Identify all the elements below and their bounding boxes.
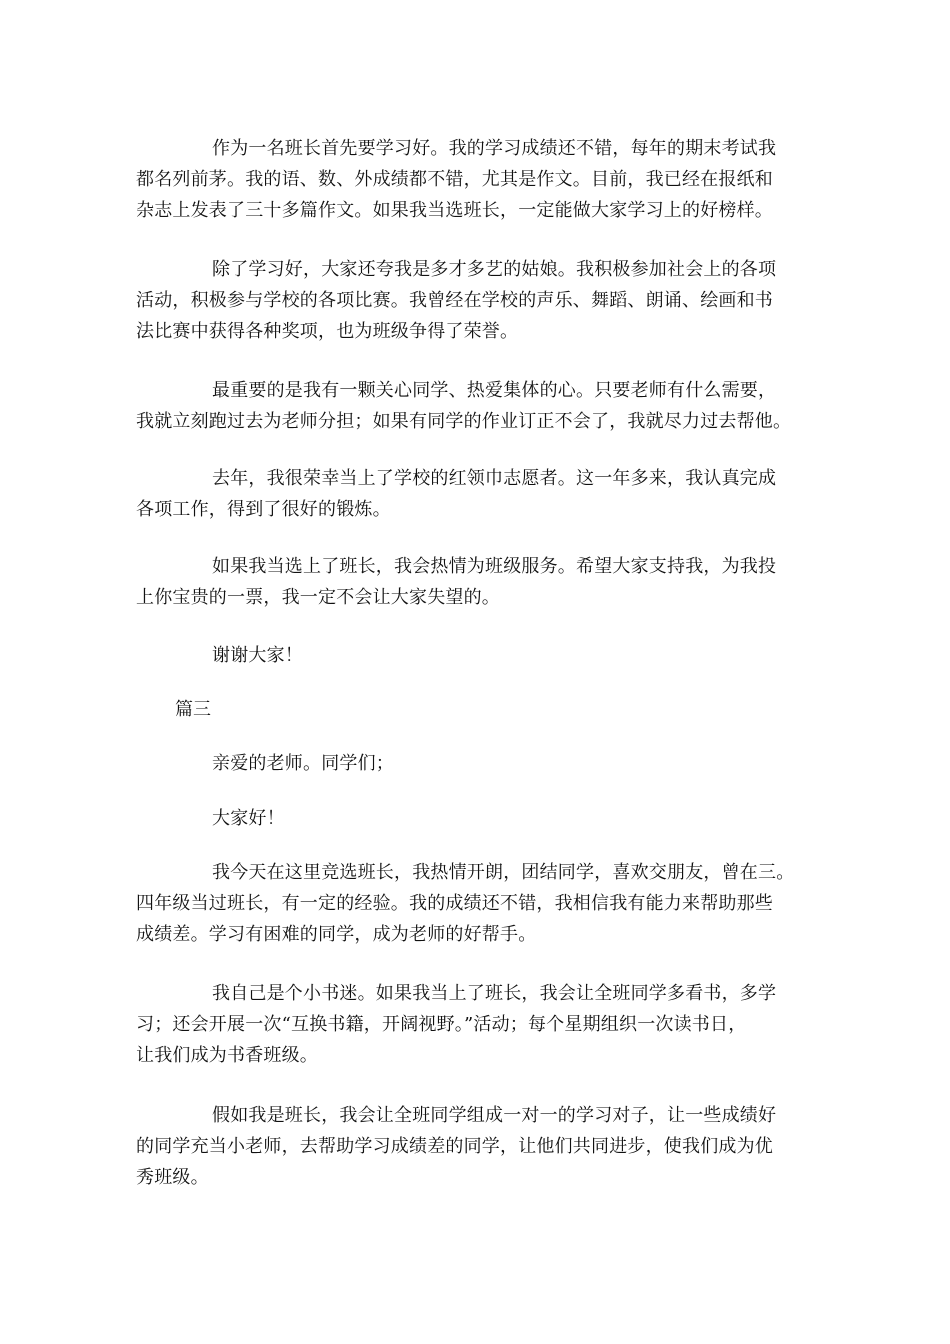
text-line: 作为一名班长首先要学习好。我的学习成绩还不错，每年的期末考试我 [212, 138, 777, 159]
paragraph-hello [136, 803, 826, 834]
text-line: 的同学充当小老师，去帮助学习成绩差的同学，让他们共同进步，使我们成为优 [136, 1136, 773, 1157]
paragraph-caring-heart [136, 375, 826, 437]
text-line: 去年，我很荣幸当上了学校的红领巾志愿者。这一年多来，我认真完成 [212, 468, 777, 489]
text-line: 谢谢大家！ [212, 645, 303, 666]
paragraph-talents [136, 254, 826, 347]
text-line: 让我们成为书香班级。 [136, 1045, 318, 1066]
text-line: 最重要的是我有一颗关心同学、热爱集体的心。只要老师有什么需要， [212, 380, 777, 401]
text-line: 成绩差。学习有困难的同学，成为老师的好帮手。 [136, 924, 537, 945]
text-line: 活动，积极参与学校的各项比赛。我曾经在学校的声乐、舞蹈、朗诵、绘画和书 [136, 290, 773, 311]
section-heading: 篇三 [175, 699, 211, 720]
text-line: 如果我当选上了班长，我会热情为班级服务。希望大家支持我，为我投 [212, 556, 777, 577]
paragraph-introduction [136, 857, 826, 950]
paragraph-vote-request [136, 551, 826, 613]
text-line: 亲爱的老师。同学们； [212, 753, 394, 774]
text-line: 秀班级。 [136, 1167, 209, 1188]
text-line: 上你宝贵的一票，我一定不会让大家失望的。 [136, 587, 500, 608]
text-line: 除了学习好，大家还夸我是多才多艺的姑娘。我积极参加社会上的各项 [212, 259, 777, 280]
paragraph-greeting-teachers [136, 748, 826, 779]
paragraph-class-monitor-study [136, 133, 826, 226]
paragraph-thanks [136, 640, 826, 671]
paragraph-bookworm [136, 978, 826, 1071]
paragraph-volunteer [136, 463, 826, 525]
text-line: 我就立刻跑过去为老师分担；如果有同学的作业订正不会了，我就尽力过去帮他。 [136, 411, 792, 432]
text-line: 杂志上发表了三十多篇作文。如果我当选班长，一定能做大家学习上的好榜样。 [136, 200, 773, 221]
text-line: 各项工作，得到了很好的锻炼。 [136, 499, 391, 520]
text-line: 习；还会开展一次“互换书籍，开阔视野。”活动；每个星期组织一次读书日， [136, 1014, 747, 1035]
paragraph-study-pairs [136, 1100, 826, 1193]
text-line: 法比赛中获得各种奖项，也为班级争得了荣誉。 [136, 321, 519, 342]
text-line: 我自己是个小书迷。如果我当上了班长，我会让全班同学多看书，多学 [212, 983, 777, 1004]
text-line: 都名列前茅。我的语、数、外成绩都不错，尤其是作文。目前，我已经在报纸和 [136, 169, 773, 190]
text-line: 我今天在这里竞选班长，我热情开朗，团结同学，喜欢交朋友，曾在三。 [212, 862, 795, 883]
text-line: 大家好！ [212, 808, 285, 829]
text-line: 四年级当过班长，有一定的经验。我的成绩还不错，我相信我有能力来帮助那些 [136, 893, 773, 914]
text-line: 假如我是班长，我会让全班同学组成一对一的学习对子，让一些成绩好 [212, 1105, 777, 1126]
